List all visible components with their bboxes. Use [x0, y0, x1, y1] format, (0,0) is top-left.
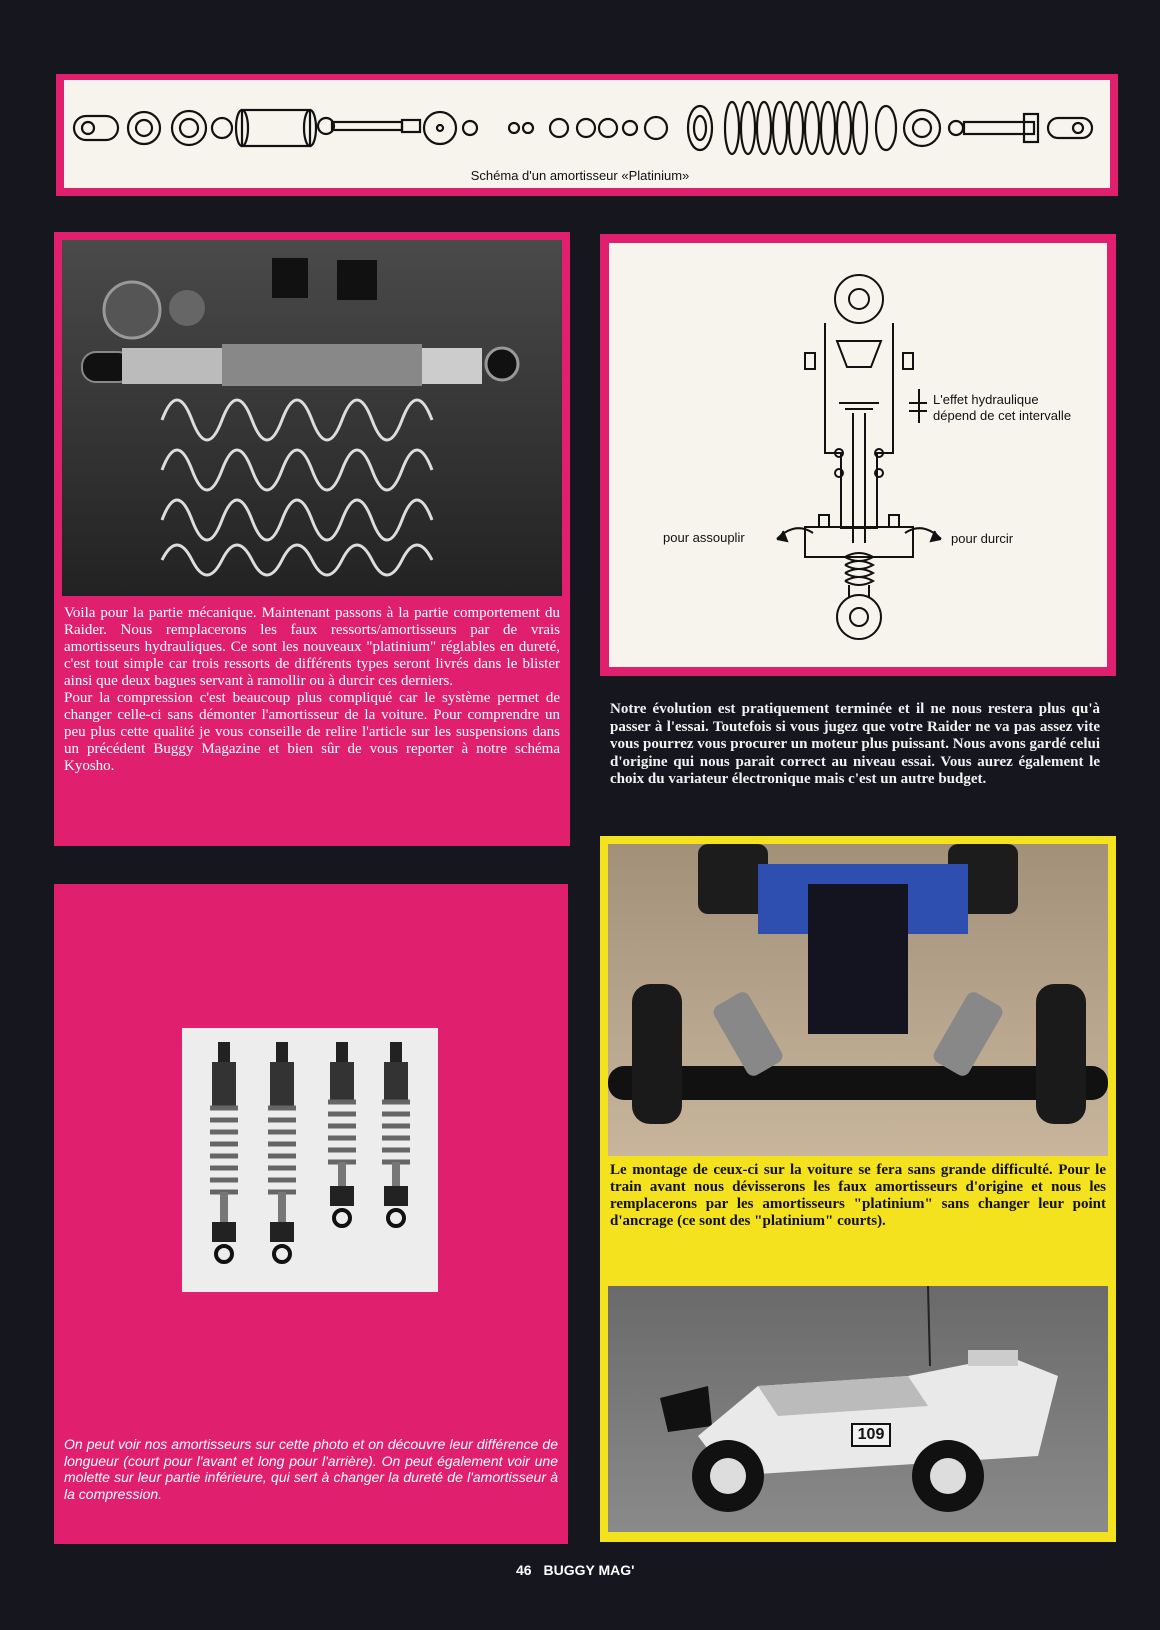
effect-label-line2: dépend de cet intervalle	[933, 408, 1072, 423]
magazine-name: BUGGY MAG'	[543, 1562, 635, 1578]
mechanical-caption-p1: Voila pour la partie mécanique. Maintenant passons à la partie comportement du Raider. Nous remplacerons les faux ressorts/amortisseurs par de vrais amortisseurs hydrauliques. Ce sont les nouveaux "platinium" réglables en dureté, c'est tout simple car trois ressorts de différents types seront livrés dans le blister ainsi que deux bagues servant à ramollir ou à durcir ces derniers.	[64, 605, 560, 689]
spring-coils	[725, 102, 867, 154]
shock-photo-panel	[54, 232, 570, 846]
mounting-caption: Le montage de ceux-ci sur la voiture se fera sans grande difficulté. Pour le train avant nous dévisserons les faux amortisseurs d'origine et nous les remplacerons par les amortisseurs "platinium" sans changer leur point d'ancrage (ce sont des "platinium" courts).	[610, 1162, 1106, 1229]
hydraulic-shock-cutaway	[609, 243, 1107, 667]
race-car-number: 109	[857, 1426, 885, 1443]
shocks-comparison-panel	[54, 884, 568, 1544]
effect-label-line1: L'effet hydraulique	[933, 392, 1039, 407]
car-front-photo	[608, 844, 1108, 1156]
page-footer	[516, 1562, 716, 1578]
exploded-diagram-frame	[56, 74, 1118, 196]
shocks-italic-caption: On peut voir nos amortisseurs sur cette photo et on découvre leur différence de longueur (court pour l'avant et long pour l'arrière). On peut également voir une molette sur leur partie inférieure, qui sert à changer la dureté de l'amortisseur à la compression.	[64, 1436, 558, 1502]
shock-parts-illustration	[64, 80, 1110, 170]
mechanical-caption	[64, 605, 560, 775]
mounting-panel	[600, 836, 1116, 1542]
shock-absorber-photo	[62, 240, 562, 596]
exploded-diagram-caption: Schéma d'un amortisseur «Platinium»	[470, 168, 690, 183]
exploded-diagram	[64, 80, 1110, 188]
effect-label	[933, 392, 1103, 424]
mechanical-caption-p2: Pour la compression c'est beaucoup plus compliqué car le système permet de changer celle-ci sans démonter l'amortisseur de la voiture. Pour comprendre un peu plus cette qualité je vous conseille de relire l'article sur les suspensions dans un précédent Buggy Magazine et bien sûr de vous reporter à notre schéma Kyosho.	[64, 690, 560, 774]
race-car-photo	[608, 1286, 1108, 1532]
conclusion-text: Notre évolution est pratiquement terminée et il ne nous restera plus qu'à passer à l'essai. Toutefois si vous jugez que votre Raider ne va pas assez vite vous pourrez vous procurer un moteur plus puissant. Nous avons gardé celui d'origine qui nous parait correct au niveau essai. Vous aurez également le choix du variateur électronique mais c'est un autre budget.	[610, 701, 1100, 787]
four-shocks-photo	[182, 1028, 438, 1292]
harden-label: pour durcir	[951, 531, 1014, 546]
page-number: 46	[516, 1562, 532, 1578]
hydraulic-diagram	[609, 243, 1107, 667]
hydraulic-diagram-frame	[600, 234, 1116, 676]
soften-label: pour assouplir	[663, 530, 745, 545]
